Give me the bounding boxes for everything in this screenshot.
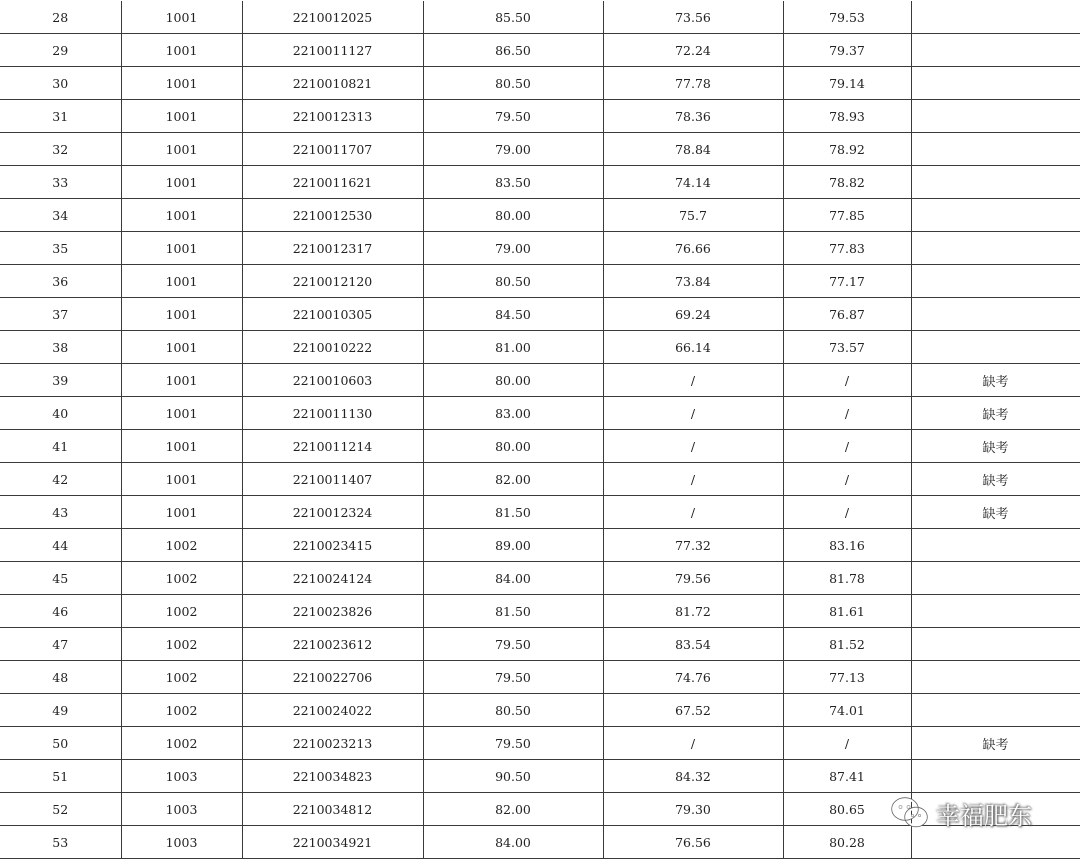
- table-row: [0, 595, 1080, 628]
- remark-cell: 缺考: [911, 364, 1080, 397]
- table-row: [0, 100, 1080, 133]
- row-number-cell: 50: [0, 727, 121, 760]
- interview-score-cell: /: [603, 430, 783, 463]
- written-score-cell: 84.00: [423, 562, 603, 595]
- written-score-cell: 85.50: [423, 1, 603, 34]
- total-score-cell: 79.53: [783, 1, 911, 34]
- written-score-cell: 83.50: [423, 166, 603, 199]
- row-number-cell: 38: [0, 331, 121, 364]
- position-code-cell: 1001: [121, 166, 242, 199]
- row-number-cell: 34: [0, 199, 121, 232]
- total-score-cell: 80.28: [783, 826, 911, 859]
- row-number-cell: 40: [0, 397, 121, 430]
- interview-score-cell: 74.76: [603, 661, 783, 694]
- remark-cell: [911, 694, 1080, 727]
- table-row: [0, 727, 1080, 760]
- table-row: [0, 694, 1080, 727]
- position-code-cell: 1001: [121, 199, 242, 232]
- total-score-cell: 77.17: [783, 265, 911, 298]
- position-code-cell: 1002: [121, 694, 242, 727]
- ticket-number-cell: 2210011127: [242, 34, 423, 67]
- written-score-cell: 80.50: [423, 265, 603, 298]
- remark-cell: [911, 628, 1080, 661]
- table-row: [0, 826, 1080, 859]
- interview-score-cell: /: [603, 463, 783, 496]
- row-number-cell: 33: [0, 166, 121, 199]
- interview-score-cell: 67.52: [603, 694, 783, 727]
- table-row: [0, 232, 1080, 265]
- written-score-cell: 90.50: [423, 760, 603, 793]
- row-number-cell: 46: [0, 595, 121, 628]
- table-row: [0, 562, 1080, 595]
- remark-cell: [911, 265, 1080, 298]
- total-score-cell: /: [783, 430, 911, 463]
- ticket-number-cell: 2210011407: [242, 463, 423, 496]
- ticket-number-cell: 2210023415: [242, 529, 423, 562]
- interview-score-cell: 83.54: [603, 628, 783, 661]
- written-score-cell: 81.50: [423, 496, 603, 529]
- interview-score-cell: 72.24: [603, 34, 783, 67]
- interview-score-cell: 77.32: [603, 529, 783, 562]
- remark-cell: [911, 133, 1080, 166]
- position-code-cell: 1002: [121, 628, 242, 661]
- position-code-cell: 1001: [121, 496, 242, 529]
- table-row: [0, 793, 1080, 826]
- remark-cell: 缺考: [911, 496, 1080, 529]
- written-score-cell: 84.50: [423, 298, 603, 331]
- written-score-cell: 79.00: [423, 133, 603, 166]
- total-score-cell: 73.57: [783, 331, 911, 364]
- remark-cell: [911, 100, 1080, 133]
- total-score-cell: 74.01: [783, 694, 911, 727]
- total-score-cell: 77.83: [783, 232, 911, 265]
- ticket-number-cell: 2210012317: [242, 232, 423, 265]
- remark-cell: [911, 793, 1080, 826]
- total-score-cell: 80.65: [783, 793, 911, 826]
- position-code-cell: 1001: [121, 232, 242, 265]
- row-number-cell: 31: [0, 100, 121, 133]
- ticket-number-cell: 2210010603: [242, 364, 423, 397]
- interview-score-cell: 74.14: [603, 166, 783, 199]
- position-code-cell: 1002: [121, 562, 242, 595]
- total-score-cell: /: [783, 397, 911, 430]
- table-row: [0, 628, 1080, 661]
- position-code-cell: 1001: [121, 1, 242, 34]
- written-score-cell: 84.00: [423, 826, 603, 859]
- written-score-cell: 80.00: [423, 364, 603, 397]
- written-score-cell: 79.50: [423, 727, 603, 760]
- written-score-cell: 79.50: [423, 661, 603, 694]
- remark-cell: [911, 661, 1080, 694]
- position-code-cell: 1003: [121, 760, 242, 793]
- remark-cell: [911, 232, 1080, 265]
- row-number-cell: 30: [0, 67, 121, 100]
- interview-score-cell: 81.72: [603, 595, 783, 628]
- interview-score-cell: 76.66: [603, 232, 783, 265]
- ticket-number-cell: 2210012025: [242, 1, 423, 34]
- total-score-cell: 78.82: [783, 166, 911, 199]
- written-score-cell: 81.50: [423, 595, 603, 628]
- remark-cell: [911, 34, 1080, 67]
- ticket-number-cell: 2210011707: [242, 133, 423, 166]
- remark-cell: [911, 529, 1080, 562]
- score-table: [0, 1, 1080, 859]
- table-row: [0, 463, 1080, 496]
- row-number-cell: 42: [0, 463, 121, 496]
- interview-score-cell: 69.24: [603, 298, 783, 331]
- position-code-cell: 1002: [121, 727, 242, 760]
- interview-score-cell: 73.56: [603, 1, 783, 34]
- table-row: [0, 34, 1080, 67]
- total-score-cell: 77.85: [783, 199, 911, 232]
- ticket-number-cell: 2210012530: [242, 199, 423, 232]
- position-code-cell: 1001: [121, 397, 242, 430]
- interview-score-cell: 66.14: [603, 331, 783, 364]
- row-number-cell: 45: [0, 562, 121, 595]
- ticket-number-cell: 2210010222: [242, 331, 423, 364]
- table-row: [0, 364, 1080, 397]
- score-table-body: [0, 1, 1080, 859]
- ticket-number-cell: 2210034823: [242, 760, 423, 793]
- remark-cell: [911, 562, 1080, 595]
- watermark-text: 幸福肥东: [936, 801, 1032, 830]
- row-number-cell: 36: [0, 265, 121, 298]
- written-score-cell: 80.50: [423, 694, 603, 727]
- remark-cell: [911, 199, 1080, 232]
- position-code-cell: 1001: [121, 100, 242, 133]
- ticket-number-cell: 2210023612: [242, 628, 423, 661]
- row-number-cell: 28: [0, 1, 121, 34]
- written-score-cell: 82.00: [423, 793, 603, 826]
- remark-cell: [911, 298, 1080, 331]
- position-code-cell: 1003: [121, 826, 242, 859]
- interview-score-cell: 79.56: [603, 562, 783, 595]
- total-score-cell: /: [783, 496, 911, 529]
- total-score-cell: 76.87: [783, 298, 911, 331]
- total-score-cell: 77.13: [783, 661, 911, 694]
- ticket-number-cell: 2210012120: [242, 265, 423, 298]
- ticket-number-cell: 2210034812: [242, 793, 423, 826]
- interview-score-cell: 78.36: [603, 100, 783, 133]
- total-score-cell: 78.92: [783, 133, 911, 166]
- interview-score-cell: 78.84: [603, 133, 783, 166]
- remark-cell: [911, 1, 1080, 34]
- position-code-cell: 1001: [121, 364, 242, 397]
- remark-cell: 缺考: [911, 397, 1080, 430]
- written-score-cell: 83.00: [423, 397, 603, 430]
- written-score-cell: 86.50: [423, 34, 603, 67]
- row-number-cell: 44: [0, 529, 121, 562]
- remark-cell: [911, 331, 1080, 364]
- table-row: [0, 661, 1080, 694]
- ticket-number-cell: 2210024124: [242, 562, 423, 595]
- ticket-number-cell: 2210011214: [242, 430, 423, 463]
- position-code-cell: 1001: [121, 67, 242, 100]
- row-number-cell: 51: [0, 760, 121, 793]
- position-code-cell: 1002: [121, 529, 242, 562]
- position-code-cell: 1001: [121, 331, 242, 364]
- interview-score-cell: /: [603, 397, 783, 430]
- remark-cell: 缺考: [911, 727, 1080, 760]
- ticket-number-cell: 2210010821: [242, 67, 423, 100]
- table-row: [0, 397, 1080, 430]
- row-number-cell: 39: [0, 364, 121, 397]
- interview-score-cell: 75.7: [603, 199, 783, 232]
- ticket-number-cell: 2210023826: [242, 595, 423, 628]
- table-row: [0, 133, 1080, 166]
- ticket-number-cell: 2210022706: [242, 661, 423, 694]
- position-code-cell: 1002: [121, 595, 242, 628]
- table-row: [0, 760, 1080, 793]
- interview-score-cell: 76.56: [603, 826, 783, 859]
- ticket-number-cell: 2210024022: [242, 694, 423, 727]
- table-row: [0, 430, 1080, 463]
- interview-score-cell: 84.32: [603, 760, 783, 793]
- total-score-cell: 83.16: [783, 529, 911, 562]
- interview-score-cell: /: [603, 727, 783, 760]
- row-number-cell: 53: [0, 826, 121, 859]
- ticket-number-cell: 2210011621: [242, 166, 423, 199]
- interview-score-cell: 77.78: [603, 67, 783, 100]
- position-code-cell: 1003: [121, 793, 242, 826]
- total-score-cell: 78.93: [783, 100, 911, 133]
- total-score-cell: 87.41: [783, 760, 911, 793]
- written-score-cell: 89.00: [423, 529, 603, 562]
- row-number-cell: 48: [0, 661, 121, 694]
- position-code-cell: 1001: [121, 133, 242, 166]
- remark-cell: [911, 166, 1080, 199]
- ticket-number-cell: 2210011130: [242, 397, 423, 430]
- table-row: [0, 331, 1080, 364]
- ticket-number-cell: 2210023213: [242, 727, 423, 760]
- total-score-cell: 81.78: [783, 562, 911, 595]
- ticket-number-cell: 2210034921: [242, 826, 423, 859]
- total-score-cell: 79.14: [783, 67, 911, 100]
- remark-cell: 缺考: [911, 463, 1080, 496]
- ticket-number-cell: 2210010305: [242, 298, 423, 331]
- written-score-cell: 80.50: [423, 67, 603, 100]
- row-number-cell: 37: [0, 298, 121, 331]
- interview-score-cell: /: [603, 364, 783, 397]
- written-score-cell: 80.00: [423, 199, 603, 232]
- ticket-number-cell: 2210012313: [242, 100, 423, 133]
- total-score-cell: /: [783, 364, 911, 397]
- written-score-cell: 79.00: [423, 232, 603, 265]
- row-number-cell: 32: [0, 133, 121, 166]
- remark-cell: [911, 760, 1080, 793]
- row-number-cell: 47: [0, 628, 121, 661]
- remark-cell: 缺考: [911, 430, 1080, 463]
- position-code-cell: 1001: [121, 265, 242, 298]
- written-score-cell: 81.00: [423, 331, 603, 364]
- interview-score-cell: /: [603, 496, 783, 529]
- interview-score-cell: 73.84: [603, 265, 783, 298]
- total-score-cell: 79.37: [783, 34, 911, 67]
- written-score-cell: 79.50: [423, 100, 603, 133]
- written-score-cell: 80.00: [423, 430, 603, 463]
- remark-cell: [911, 826, 1080, 859]
- table-row: [0, 298, 1080, 331]
- remark-cell: [911, 595, 1080, 628]
- table-row: [0, 166, 1080, 199]
- position-code-cell: 1002: [121, 661, 242, 694]
- row-number-cell: 43: [0, 496, 121, 529]
- table-row: [0, 529, 1080, 562]
- table-row: [0, 265, 1080, 298]
- row-number-cell: 41: [0, 430, 121, 463]
- written-score-cell: 82.00: [423, 463, 603, 496]
- total-score-cell: 81.61: [783, 595, 911, 628]
- table-row: [0, 67, 1080, 100]
- total-score-cell: /: [783, 463, 911, 496]
- position-code-cell: 1001: [121, 430, 242, 463]
- position-code-cell: 1001: [121, 463, 242, 496]
- ticket-number-cell: 2210012324: [242, 496, 423, 529]
- position-code-cell: 1001: [121, 298, 242, 331]
- interview-score-cell: 79.30: [603, 793, 783, 826]
- table-row: [0, 496, 1080, 529]
- row-number-cell: 29: [0, 34, 121, 67]
- row-number-cell: 35: [0, 232, 121, 265]
- table-row: [0, 1, 1080, 34]
- remark-cell: [911, 67, 1080, 100]
- row-number-cell: 49: [0, 694, 121, 727]
- written-score-cell: 79.50: [423, 628, 603, 661]
- row-number-cell: 52: [0, 793, 121, 826]
- position-code-cell: 1001: [121, 34, 242, 67]
- total-score-cell: /: [783, 727, 911, 760]
- table-row: [0, 199, 1080, 232]
- total-score-cell: 81.52: [783, 628, 911, 661]
